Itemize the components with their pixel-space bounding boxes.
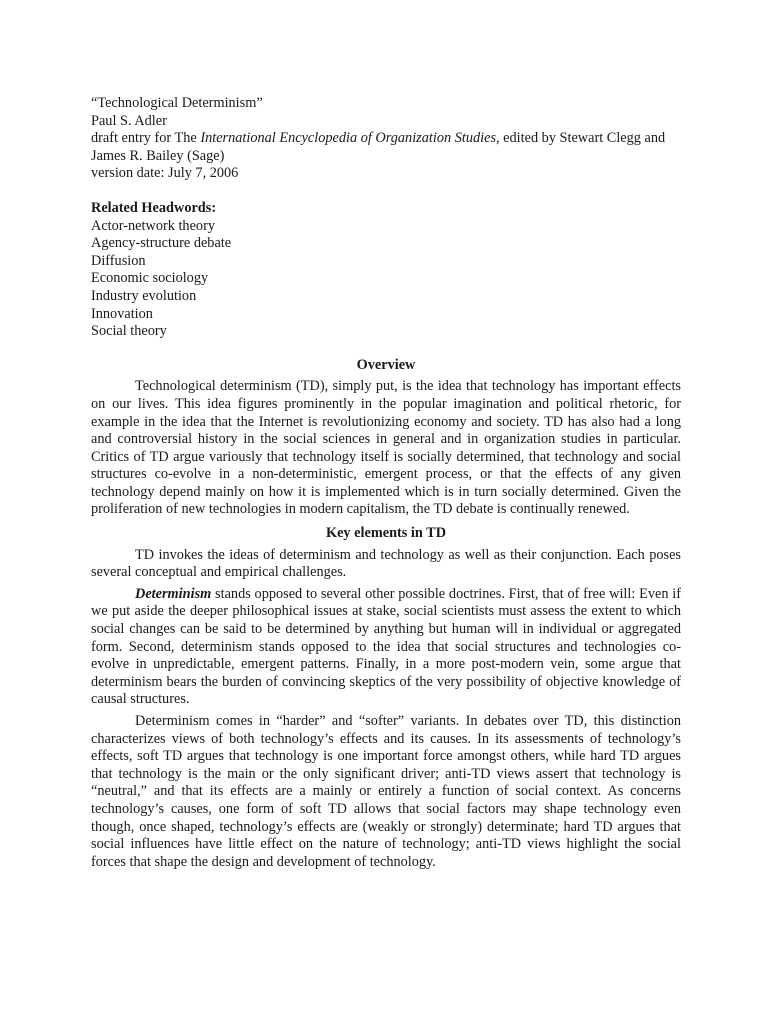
determinism-term: Determinism xyxy=(135,585,212,602)
key-elements-intro-paragraph: TD invokes the ideas of determinism and technology as well as their conjunction. Each poses several conceptual and empirical challenges. xyxy=(91,546,681,581)
encyclopedia-title: International Encyclopedia of Organization Studies xyxy=(200,130,497,147)
author-name: Paul S. Adler xyxy=(91,112,167,129)
draft-prefix: draft entry for The xyxy=(91,130,201,147)
list-item: Social theory xyxy=(91,323,167,340)
list-item: Agency-structure debate xyxy=(91,235,232,252)
overview-paragraph: Technological determinism (TD), simply put, is the idea that technology has important effects on our lives. This idea figures prominently in the popular imagination and political rhetoric, for example in the idea that the Internet is revolutionizing economy and society. TD has also had a long and controversial history in the social sciences in general and in organization studies in particular. Critics of TD argue variously that technology itself is socially determined, that technology and social structures co-evolve in a non-deterministic, emergent process, or that the effects of any given technology depend mainly on how it is implemented which is in turn socially determined. Given the proliferation of new technologies in modern capitalism, the TD debate is continually renewed. xyxy=(91,378,681,518)
draft-suffix: , edited by Stewart Clegg and James R. Bailey (Sage) xyxy=(91,130,666,164)
list-item: Actor-network theory xyxy=(91,217,215,234)
overview-heading: Overview xyxy=(356,356,416,373)
variants-paragraph: Determinism comes in “harder” and “softer” variants. In debates over TD, this distinction characterizes views of both technology’s effects and its causes. In its assessments of technology’s effects, soft TD argues that technology is one important force amongst others, while hard TD argues that technology is the main or the only significant driver; anti-TD views assert that technology is “neutral,” and that its effects are a mainly or entirely a function of social context. As concerns technology’s causes, one form of soft TD allows that social factors may shape technology even though, once shaped, technology’s effects are (weakly or strongly) determinate; hard TD argues that social influences have little effect on the nature of technology; anti-TD views highlight the social forces that shape the design and development of technology. xyxy=(91,713,681,870)
related-headwords-list xyxy=(91,218,681,341)
list-item: Economic sociology xyxy=(91,270,209,287)
document-title: “Technological Determinism” xyxy=(91,95,263,111)
list-item: Diffusion xyxy=(91,252,146,269)
list-item: Innovation xyxy=(91,305,153,322)
determinism-paragraph xyxy=(91,586,681,709)
list-item: Industry evolution xyxy=(91,287,197,304)
key-elements-heading: Key elements in TD xyxy=(325,525,447,542)
related-headwords-heading: Related Headwords: xyxy=(91,199,217,216)
determinism-text: stands opposed to several other possible doctrines. First, that of free will: Even if we put aside the deeper philosophical issues at stake, social scientists must assess the extent to which social changes can be said to be determined by anything but human will in individual or aggregated form. Second, determinism stands opposed to the idea that social structures and technologies co-evolve in unpredictable, emergent patterns. Finally, in a more post-modern vein, some argue that determinism bears the burden of convincing skeptics of the very possibility of objective knowledge of causal structures. xyxy=(91,585,681,708)
version-date: version date: July 7, 2006 xyxy=(91,165,239,182)
document-page xyxy=(91,95,681,871)
draft-entry-note xyxy=(91,130,671,165)
